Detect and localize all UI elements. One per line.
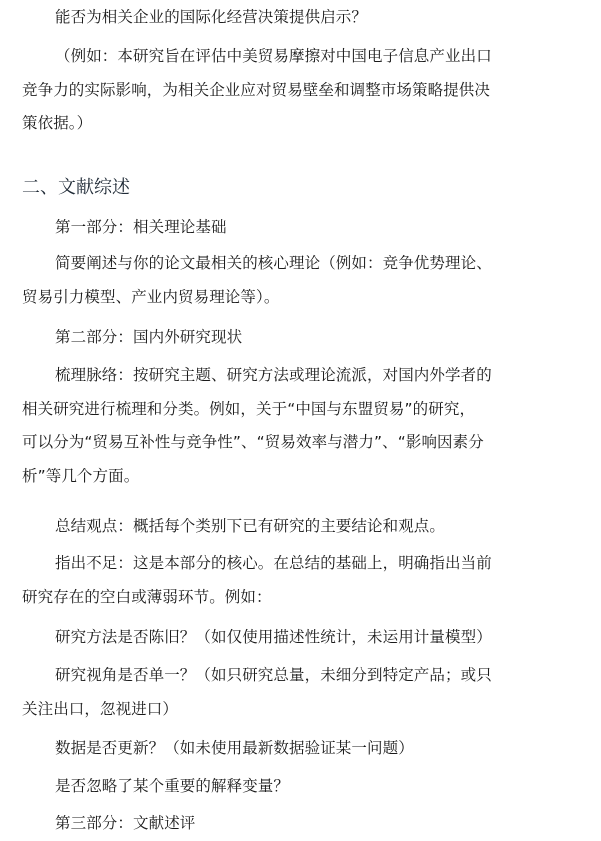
part1-title bbox=[55, 211, 601, 245]
part2-title bbox=[55, 321, 601, 355]
text-line: 研究视角是否单一？（如只研究总量，未细分到特定产品；或只 bbox=[55, 666, 492, 684]
text-line: 梳理脉络：按研究主题、研究方法或理论流派，对国内外学者的 bbox=[55, 366, 492, 384]
text-line: 第一部分：相关理论基础 bbox=[55, 218, 227, 236]
text-line: 研究方法是否陈旧？（如仅使用描述性统计，未运用计量模型） bbox=[55, 628, 492, 646]
text-line: 数据是否更新？（如未使用最新数据验证某一问题） bbox=[55, 739, 414, 757]
text-line: （例如：本研究旨在评估中美贸易摩擦对中国电子信息产业出口 bbox=[55, 47, 492, 65]
text-line: 析”等几个方面。 bbox=[22, 466, 140, 485]
section-heading: 二、文献综述 bbox=[22, 177, 130, 198]
text-line: 第二部分：国内外研究现状 bbox=[55, 328, 243, 346]
text-line: 贸易引力模型、产业内贸易理论等）。 bbox=[22, 287, 280, 306]
paragraph-perspective bbox=[22, 659, 582, 726]
paragraph-method bbox=[55, 621, 601, 655]
text-line: 可以分为“贸易互补性与竞争性”、“贸易效率与潜力”、“影响因素分 bbox=[22, 433, 484, 451]
text-line: 能否为相关企业的国际化经营决策提供启示？ bbox=[55, 8, 368, 26]
text-line: 相关研究进行梳理和分类。例如，关于“中国与东盟贸易”的研究， bbox=[22, 399, 476, 418]
paragraph-data bbox=[55, 732, 601, 766]
text-line: 总结观点：概括每个类别下已有研究的主要结论和观点。 bbox=[55, 517, 446, 535]
paragraph-summary bbox=[55, 510, 601, 544]
text-line: 第三部分：文献述评 bbox=[55, 814, 196, 832]
paragraph-example bbox=[22, 40, 582, 141]
paragraph-theory bbox=[22, 247, 582, 314]
text-line: 策依据。） bbox=[22, 114, 93, 132]
paragraph-gaps bbox=[22, 547, 582, 614]
paragraph-question bbox=[55, 1, 601, 35]
text-line: 是否忽略了某个重要的解释变量？ bbox=[55, 777, 290, 795]
text-line: 指出不足：这是本部分的核心。在总结的基础上，明确指出当前 bbox=[55, 554, 492, 572]
text-line: 研究存在的空白或薄弱环节。例如： bbox=[22, 587, 272, 606]
part3-title bbox=[55, 807, 601, 841]
text-line: 简要阐述与你的论文最相关的核心理论（例如：竞争优势理论、 bbox=[55, 254, 492, 272]
paragraph-context bbox=[22, 359, 582, 493]
text-line: 竞争力的实际影响，为相关企业应对贸易壁垒和调整市场策略提供决 bbox=[22, 80, 491, 99]
text-line: 关注出口，忽视进口） bbox=[22, 699, 179, 718]
paragraph-variable bbox=[55, 770, 601, 804]
